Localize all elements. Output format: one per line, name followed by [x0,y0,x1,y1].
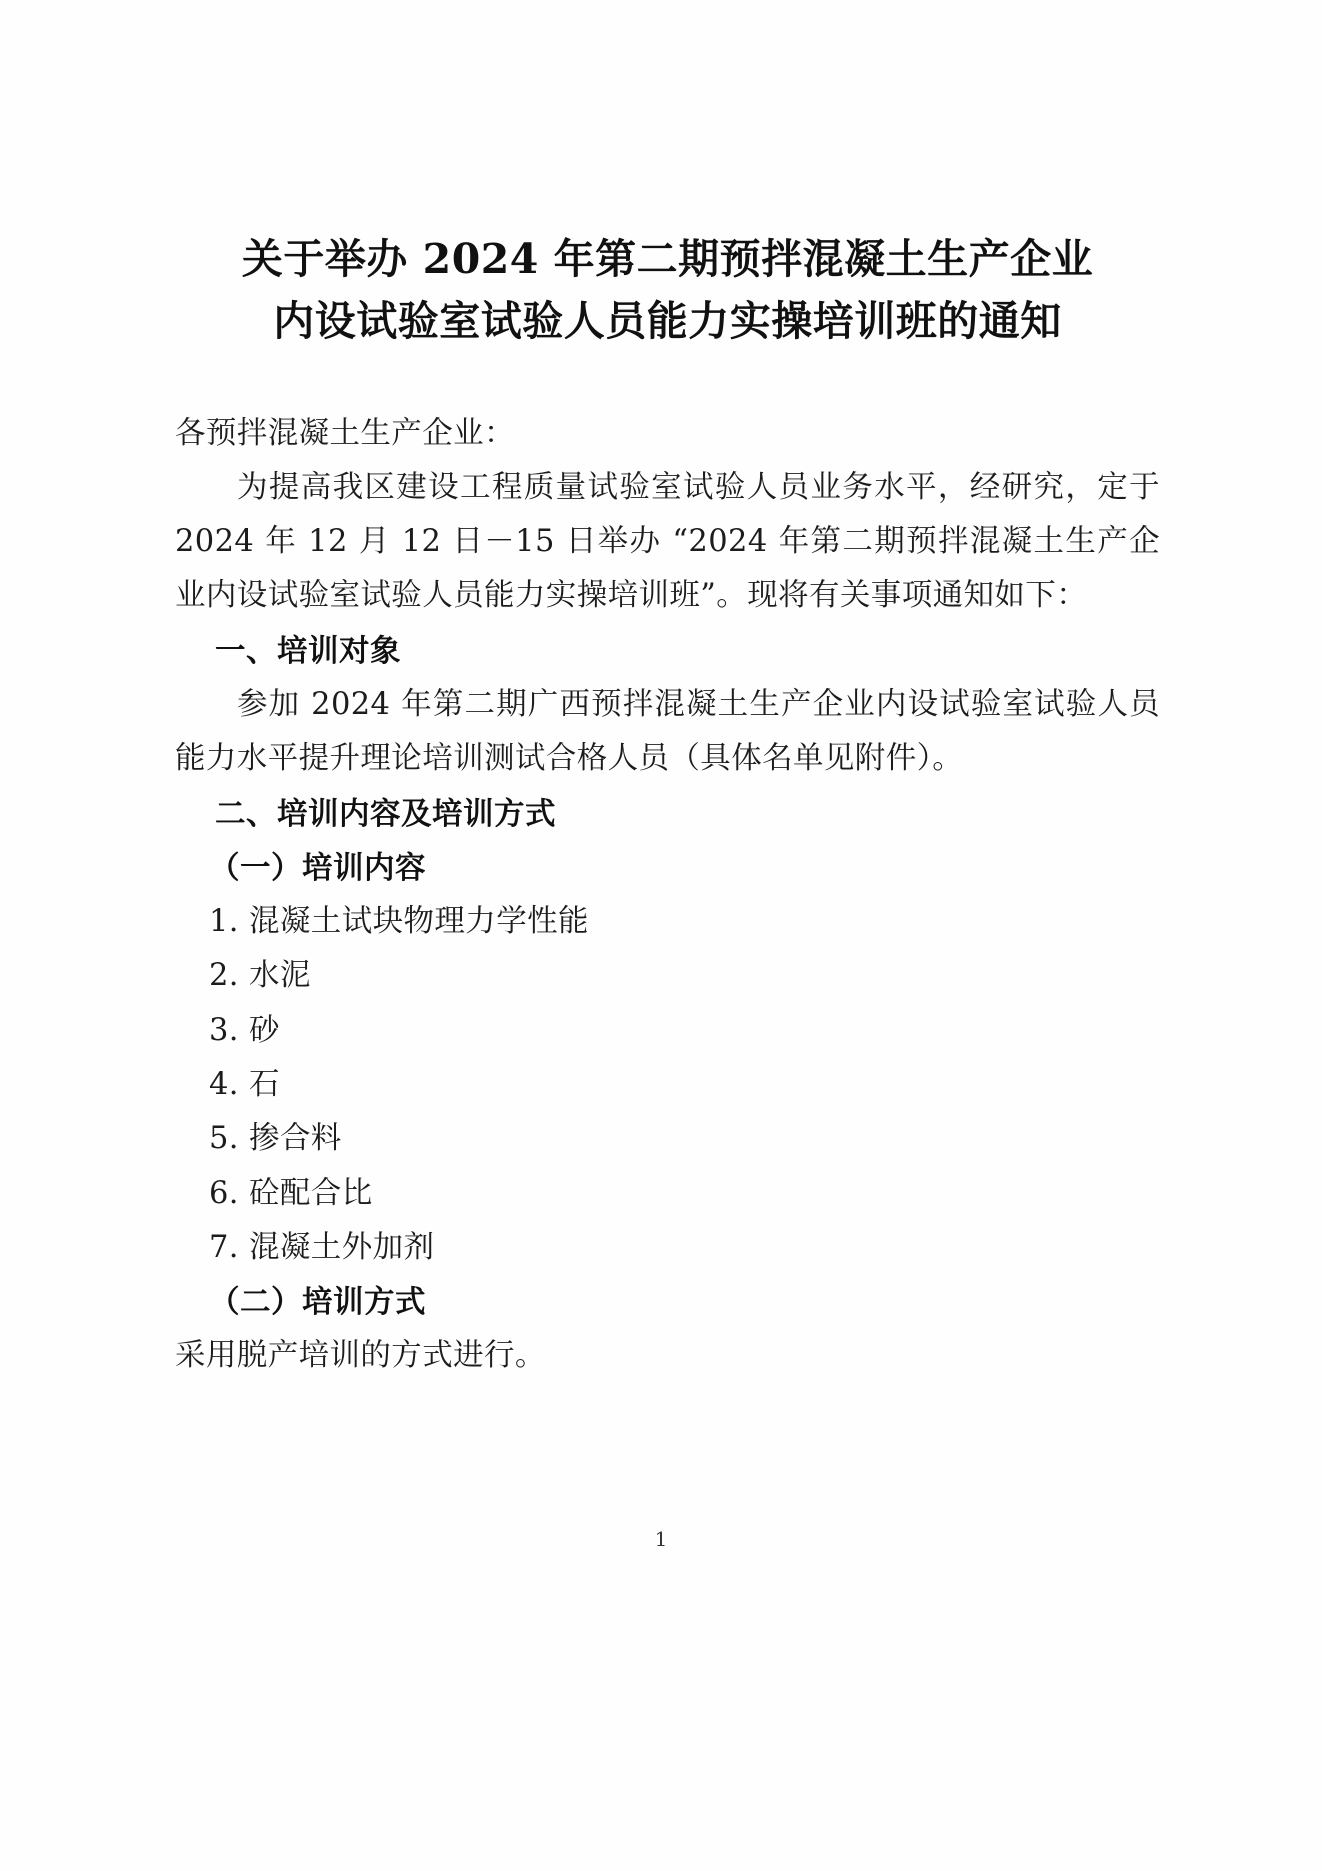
section-2-subheading-1: （一）培训内容 [209,849,426,886]
list-item: 3. 砂 [209,1012,280,1048]
intro-paragraph: 为提高我区建设工程质量试验室试验人员业务水平，经研究，定于 2024 年 12 月 12 日－15 日举办 “2024 年第二期预拌混凝土生产企业内设试验室试验人员能力实操培训班”。现将有关事项通知如下： [175,469,1160,614]
list-item: 1. 混凝土试块物理力学性能 [209,904,589,940]
page-title [175,0,1160,353]
list-item: 2. 水泥 [209,958,311,994]
salutation: 各预拌混凝土生产企业： [175,415,515,451]
list-item: 6. 砼配合比 [209,1175,373,1211]
list-item: 4. 石 [209,1067,280,1102]
section-2-subheading-2: （二）培训方式 [209,1284,426,1321]
list-item: 5. 掺合料 [209,1121,342,1157]
list-item: 7. 混凝土外加剂 [209,1229,435,1265]
page-title-line-2: 内设试验室试验人员能力实操培训班的通知 [273,297,1062,346]
page-title-line-1: 关于举办 2024 年第二期预拌混凝土生产企业 [241,235,1094,283]
section-heading-1: 一、培训对象 [215,632,401,669]
document-body [175,0,1160,1384]
page-number: 1 [654,1527,668,1551]
section-2-paragraph-2: 采用脱产培训的方式进行。 [175,1338,546,1374]
section-heading-2: 二、培训内容及培训方式 [215,795,556,832]
section-1-paragraph: 参加 2024 年第二期广西预拌混凝土生产企业内设试验室试验人员能力水平提升理论培训测试合格人员（具体名单见附件）。 [175,687,1160,777]
